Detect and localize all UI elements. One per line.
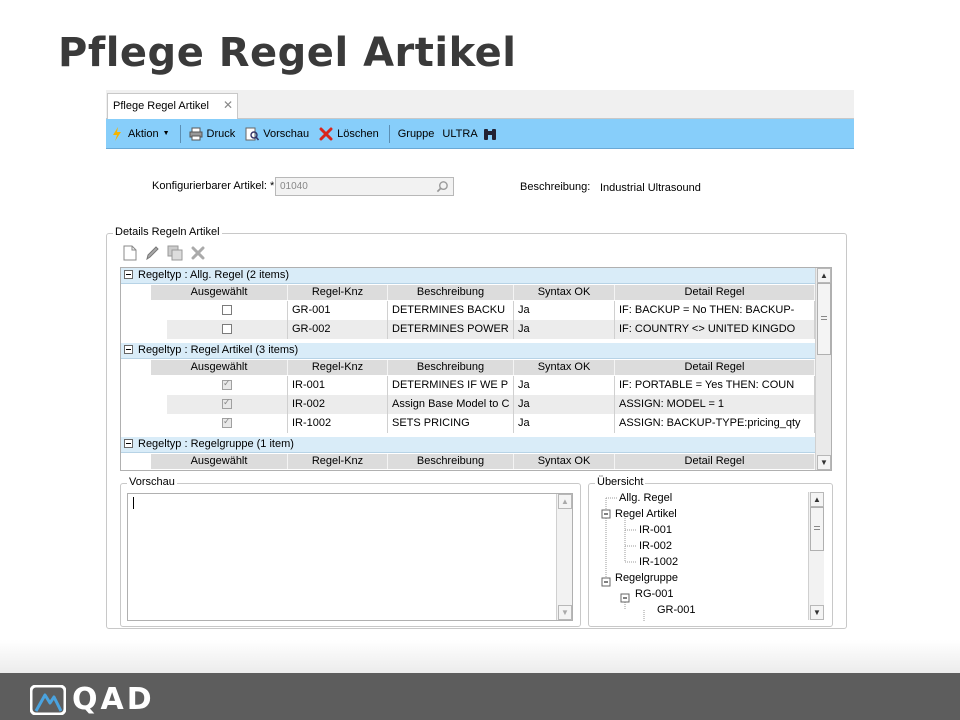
tree-node-regelgruppe[interactable]: Regelgruppe bbox=[615, 572, 678, 584]
tree-scrollbar[interactable] bbox=[808, 492, 824, 620]
beschreibung-value: Industrial Ultrasound bbox=[600, 182, 701, 194]
details-toolbar bbox=[123, 245, 205, 261]
close-icon[interactable]: ✕ bbox=[222, 98, 233, 112]
column-header-row bbox=[151, 454, 815, 469]
cell-beschreibung: DETERMINES POWER bbox=[388, 320, 514, 339]
dropdown-arrow-icon: ▼ bbox=[162, 130, 170, 137]
lightning-icon bbox=[110, 127, 124, 141]
group-header-regelgruppe[interactable] bbox=[121, 437, 815, 453]
toolbar bbox=[106, 119, 854, 149]
cell-detail: ASSIGN: BACKUP-TYPE:pricing_qty bbox=[615, 414, 815, 433]
tab-label: Pflege Regel Artikel bbox=[113, 100, 209, 112]
druck-button[interactable] bbox=[189, 123, 236, 145]
application-window bbox=[106, 90, 854, 635]
tree-node-ir-002[interactable]: IR-002 bbox=[639, 540, 673, 552]
group-header-regel-artikel[interactable] bbox=[121, 343, 815, 359]
cell-beschreibung: Assign Base Model to C bbox=[388, 395, 514, 414]
collapse-icon[interactable] bbox=[124, 439, 133, 448]
rules-grid bbox=[120, 267, 832, 471]
row-checkbox[interactable] bbox=[222, 418, 232, 428]
cell-knz: IR-001 bbox=[288, 376, 388, 395]
table-row[interactable] bbox=[167, 301, 815, 320]
col-detail-regel[interactable]: Detail Regel bbox=[615, 360, 815, 375]
collapse-icon[interactable] bbox=[124, 270, 133, 279]
col-ausgewaehlt[interactable]: Ausgewählt bbox=[151, 454, 288, 469]
loeschen-label: Löschen bbox=[337, 127, 379, 140]
col-ausgewaehlt[interactable]: Ausgewählt bbox=[151, 285, 288, 300]
cell-beschreibung: DETERMINES BACKU bbox=[388, 301, 514, 320]
tree-node-gr-001[interactable]: GR-001 bbox=[657, 604, 696, 616]
delete-x-icon[interactable] bbox=[191, 245, 205, 261]
cell-beschreibung: SETS PRICING bbox=[388, 414, 514, 433]
cell-checkbox bbox=[167, 376, 288, 395]
tree-node-rg-001[interactable]: RG-001 bbox=[635, 588, 674, 600]
col-beschreibung[interactable]: Beschreibung bbox=[388, 285, 514, 300]
slide-title: Pflege Regel Artikel bbox=[58, 30, 517, 76]
copy-icon[interactable] bbox=[167, 245, 183, 261]
tree-node-ir-001[interactable]: IR-001 bbox=[639, 524, 673, 536]
cell-detail: ASSIGN: MODEL = 1 bbox=[615, 395, 815, 414]
qad-logo-text: QAD bbox=[72, 682, 155, 717]
group-header-allg-regel[interactable] bbox=[121, 268, 815, 284]
cell-syntax: Ja bbox=[514, 376, 615, 395]
vorschau-button[interactable] bbox=[245, 123, 309, 145]
vorschau-group bbox=[120, 476, 581, 627]
aktion-label: Aktion bbox=[128, 127, 159, 140]
scroll-down-arrow-icon[interactable]: ▼ bbox=[817, 455, 831, 470]
cell-syntax: Ja bbox=[514, 301, 615, 320]
ultra-button[interactable] bbox=[442, 123, 500, 145]
cell-checkbox bbox=[167, 320, 288, 339]
row-checkbox[interactable] bbox=[222, 305, 232, 315]
scroll-up-arrow-icon[interactable]: ▲ bbox=[817, 268, 831, 283]
vorschau-textarea[interactable] bbox=[127, 493, 573, 621]
delete-icon bbox=[319, 127, 333, 141]
tree-node-ir-1002[interactable]: IR-1002 bbox=[639, 556, 679, 568]
cell-checkbox bbox=[167, 414, 288, 433]
gruppe-label: Gruppe bbox=[397, 127, 435, 140]
cell-knz: IR-002 bbox=[288, 395, 388, 414]
cell-checkbox bbox=[167, 395, 288, 414]
vorschau-scrollbar[interactable] bbox=[556, 494, 572, 620]
group-header-label: Regeltyp : Regelgruppe (1 item) bbox=[138, 438, 294, 450]
column-header-row bbox=[151, 285, 815, 300]
artikel-value: 01040 bbox=[280, 181, 308, 192]
group-header-label: Regeltyp : Allg. Regel (2 items) bbox=[138, 269, 290, 281]
cell-detail: IF: PORTABLE = Yes THEN: COUN bbox=[615, 376, 815, 395]
collapse-icon[interactable] bbox=[124, 345, 133, 354]
cell-beschreibung: DETERMINES IF WE P bbox=[388, 376, 514, 395]
col-regel-knz[interactable]: Regel-Knz bbox=[288, 285, 388, 300]
cell-knz: GR-001 bbox=[288, 301, 388, 320]
cell-checkbox bbox=[167, 301, 288, 320]
col-detail-regel[interactable]: Detail Regel bbox=[615, 285, 815, 300]
table-row[interactable] bbox=[167, 414, 815, 433]
col-detail-regel[interactable]: Detail Regel bbox=[615, 454, 815, 469]
scroll-up-arrow-icon[interactable]: ▲ bbox=[558, 494, 572, 509]
aktion-menu-button[interactable] bbox=[110, 123, 170, 145]
col-regel-knz[interactable]: Regel-Knz bbox=[288, 360, 388, 375]
scroll-thumb[interactable] bbox=[817, 283, 831, 355]
uebersicht-title: Übersicht bbox=[597, 476, 644, 488]
col-beschreibung[interactable]: Beschreibung bbox=[388, 454, 514, 469]
qad-logo bbox=[30, 682, 155, 717]
tree-node-regel-artikel[interactable]: Regel Artikel bbox=[615, 508, 677, 520]
footer-bar bbox=[0, 673, 960, 720]
print-preview-icon bbox=[245, 127, 259, 141]
grid-scrollbar[interactable] bbox=[815, 268, 831, 470]
group-header-label: Regeltyp : Regel Artikel (3 items) bbox=[138, 344, 299, 356]
table-row[interactable] bbox=[167, 320, 815, 339]
scroll-up-arrow-icon[interactable]: ▲ bbox=[810, 492, 824, 507]
table-row[interactable] bbox=[167, 395, 815, 414]
artikel-input[interactable] bbox=[275, 177, 454, 196]
row-checkbox[interactable] bbox=[222, 324, 232, 334]
toolbar-separator bbox=[389, 125, 390, 143]
cell-knz: IR-1002 bbox=[288, 414, 388, 433]
cell-detail: IF: COUNTRY <> UNITED KINGDO bbox=[615, 320, 815, 339]
table-row[interactable] bbox=[167, 376, 815, 395]
loeschen-button[interactable] bbox=[319, 123, 379, 145]
tab-bar bbox=[106, 90, 854, 119]
druck-label: Druck bbox=[206, 127, 236, 140]
beschreibung-label: Beschreibung: bbox=[520, 181, 591, 193]
uebersicht-group bbox=[588, 476, 833, 627]
col-beschreibung[interactable]: Beschreibung bbox=[388, 360, 514, 375]
row-checkbox[interactable] bbox=[222, 380, 232, 390]
vorschau-label: Vorschau bbox=[263, 127, 310, 140]
col-syntax-ok[interactable]: Syntax OK bbox=[514, 454, 615, 469]
col-ausgewaehlt[interactable]: Ausgewählt bbox=[151, 360, 288, 375]
scroll-down-arrow-icon[interactable]: ▼ bbox=[810, 605, 824, 620]
grip-icon bbox=[821, 316, 827, 320]
artikel-label: Konfigurierbarer Artikel: * bbox=[152, 180, 275, 192]
grip-icon bbox=[814, 526, 820, 530]
cell-syntax: Ja bbox=[514, 395, 615, 414]
col-regel-knz[interactable]: Regel-Knz bbox=[288, 454, 388, 469]
new-document-icon[interactable] bbox=[123, 245, 137, 261]
col-syntax-ok[interactable]: Syntax OK bbox=[514, 285, 615, 300]
cell-syntax: Ja bbox=[514, 320, 615, 339]
qad-logo-mark-icon bbox=[30, 685, 66, 715]
details-group-title: Details Regeln Artikel bbox=[115, 226, 220, 238]
scroll-down-arrow-icon[interactable]: ▼ bbox=[558, 605, 572, 620]
cell-knz: GR-002 bbox=[288, 320, 388, 339]
cell-syntax: Ja bbox=[514, 414, 615, 433]
text-cursor bbox=[133, 497, 134, 509]
cell-detail: IF: BACKUP = No THEN: BACKUP- bbox=[615, 301, 815, 320]
binoculars-icon bbox=[483, 127, 497, 141]
tree-view bbox=[593, 490, 828, 622]
col-syntax-ok[interactable]: Syntax OK bbox=[514, 360, 615, 375]
column-header-row bbox=[151, 360, 815, 375]
toolbar-separator bbox=[180, 125, 181, 143]
printer-icon bbox=[189, 127, 203, 141]
vorschau-title: Vorschau bbox=[129, 476, 175, 488]
footer-fade bbox=[0, 640, 960, 673]
row-checkbox[interactable] bbox=[222, 399, 232, 409]
tree-node-allg-regel[interactable]: Allg. Regel bbox=[619, 492, 673, 504]
edit-pencil-icon[interactable] bbox=[145, 245, 159, 261]
gruppe-button[interactable] bbox=[398, 123, 435, 145]
ultra-label: ULTRA bbox=[442, 127, 478, 140]
search-icon[interactable] bbox=[436, 180, 449, 193]
tab-pflege-regel-artikel[interactable] bbox=[107, 93, 238, 119]
header-form bbox=[106, 149, 854, 209]
scroll-thumb[interactable] bbox=[810, 507, 824, 551]
